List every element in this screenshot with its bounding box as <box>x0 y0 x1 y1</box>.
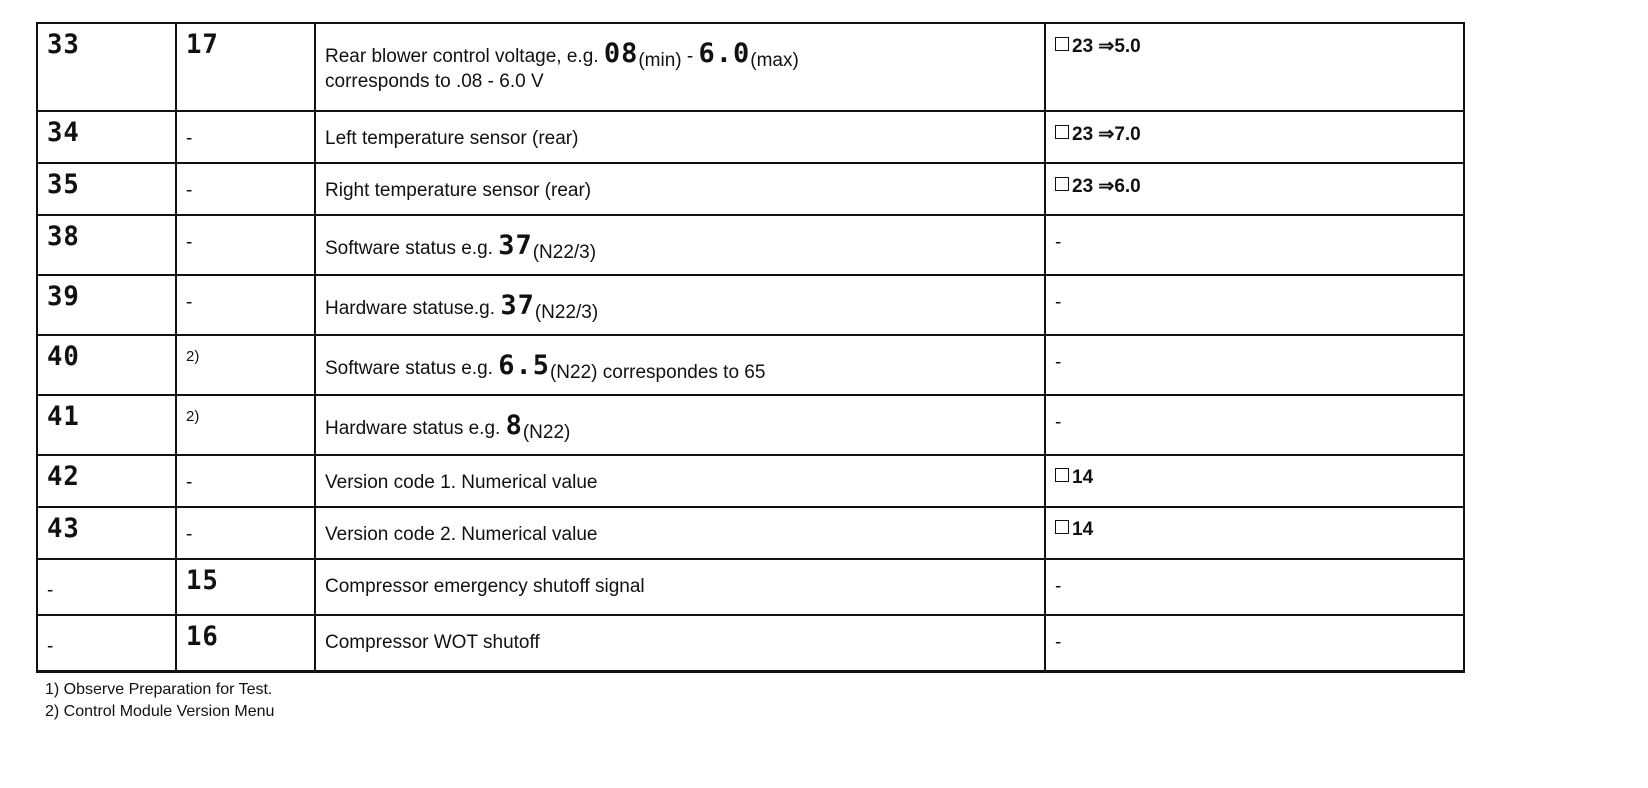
segment-value: 08 <box>603 38 639 69</box>
display-code: 42 <box>47 461 80 492</box>
description-cell <box>315 23 1045 111</box>
reference: - <box>1055 292 1062 313</box>
reference: - <box>1055 232 1062 253</box>
aux-code: - <box>186 472 193 493</box>
aux-code: - <box>186 180 193 201</box>
aux-code-cell <box>176 335 315 395</box>
display-code-cell <box>37 335 176 395</box>
aux-code-cell <box>176 559 315 615</box>
aux-code: 15 <box>186 565 219 596</box>
reference-cell <box>1045 215 1464 275</box>
aux-code-cell <box>176 23 315 111</box>
reference <box>1055 514 1093 541</box>
display-code: 41 <box>47 401 80 432</box>
reference-text: 14 <box>1072 467 1094 488</box>
description-cell <box>315 615 1045 671</box>
description-cell <box>315 395 1045 455</box>
segment-value: 6.5 <box>498 350 550 381</box>
description <box>325 30 799 94</box>
reference-cell <box>1045 455 1464 507</box>
display-code-cell <box>37 23 176 111</box>
display-code: 40 <box>47 341 80 372</box>
aux-code-cell <box>176 275 315 335</box>
segment-value: 8 <box>505 410 523 441</box>
diagnostic-table <box>36 22 1465 673</box>
reference-cell <box>1045 507 1464 559</box>
description <box>325 342 765 381</box>
table-row <box>37 163 1464 215</box>
description: Compressor WOT shutoff <box>325 632 540 653</box>
description-suffix: (max) <box>750 50 799 71</box>
reference-cell <box>1045 111 1464 163</box>
display-code: 38 <box>47 221 80 252</box>
description-text: Software status e.g. <box>325 358 499 379</box>
table-row <box>37 559 1464 615</box>
aux-code-cell <box>176 455 315 507</box>
reference <box>1055 462 1093 489</box>
reference-box-icon <box>1055 125 1069 139</box>
reference: - <box>1055 576 1062 597</box>
reference: - <box>1055 632 1062 653</box>
table-row <box>37 395 1464 455</box>
display-code-cell <box>37 275 176 335</box>
reference-box-icon <box>1055 37 1069 51</box>
reference-text: 23 ⇒7.0 <box>1072 124 1141 145</box>
display-code: 34 <box>47 117 80 148</box>
display-code-cell <box>37 395 176 455</box>
display-code: - <box>47 580 54 601</box>
table-row <box>37 507 1464 559</box>
description-text: Hardware status e.g. <box>325 418 506 439</box>
description-suffix: (N22) <box>522 422 571 443</box>
display-code-cell <box>37 615 176 671</box>
display-code: 35 <box>47 169 80 200</box>
description <box>325 282 598 321</box>
footnotes <box>45 679 274 723</box>
description: Compressor emergency shutoff signal <box>325 576 645 597</box>
aux-code: 17 <box>186 29 219 60</box>
description-cell <box>315 111 1045 163</box>
reference-cell <box>1045 23 1464 111</box>
reference: - <box>1055 352 1062 373</box>
aux-code: 2) <box>186 348 200 365</box>
description <box>325 402 570 441</box>
reference <box>1055 30 1141 58</box>
aux-code-cell <box>176 111 315 163</box>
display-code-cell <box>37 455 176 507</box>
description <box>325 222 596 261</box>
display-code: 33 <box>47 29 80 60</box>
table-row <box>37 215 1464 275</box>
reference-text: 14 <box>1072 519 1094 540</box>
table-row <box>37 23 1464 111</box>
table-row <box>37 275 1464 335</box>
description-text: Software status e.g. <box>325 238 499 259</box>
reference-cell <box>1045 275 1464 335</box>
reference-text: 23 ⇒6.0 <box>1072 176 1141 197</box>
display-code-cell <box>37 111 176 163</box>
segment-value: 6.0 <box>698 38 751 69</box>
segment-value: 37 <box>498 230 533 261</box>
description-suffix: (N22/3) <box>534 302 599 323</box>
description-text: corresponds to .08 - 6.0 V <box>325 71 544 92</box>
table-row <box>37 335 1464 395</box>
reference-text: 23 ⇒5.0 <box>1072 36 1141 57</box>
display-code: 39 <box>47 281 80 312</box>
table-row <box>37 111 1464 163</box>
aux-code: - <box>186 524 193 545</box>
aux-code-cell <box>176 215 315 275</box>
display-code-cell <box>37 507 176 559</box>
description-cell <box>315 335 1045 395</box>
reference-box-icon <box>1055 520 1069 534</box>
description-text: Hardware statuse.g. <box>325 298 501 319</box>
description-cell <box>315 559 1045 615</box>
description-separator: - <box>681 46 699 67</box>
description-suffix: (min) <box>638 50 682 71</box>
display-code-cell <box>37 559 176 615</box>
aux-code: 16 <box>186 621 219 652</box>
description: Right temperature sensor (rear) <box>325 180 592 201</box>
display-code-cell <box>37 163 176 215</box>
aux-code: - <box>186 128 193 149</box>
segment-value: 37 <box>500 290 535 321</box>
aux-code-cell <box>176 395 315 455</box>
reference: - <box>1055 412 1062 433</box>
reference <box>1055 170 1141 198</box>
aux-code: - <box>186 232 193 253</box>
description: Left temperature sensor (rear) <box>325 128 579 149</box>
footnote: 1) Observe Preparation for Test. <box>45 681 273 698</box>
display-code: 43 <box>47 513 80 544</box>
reference-cell <box>1045 335 1464 395</box>
aux-code-cell <box>176 507 315 559</box>
reference <box>1055 118 1141 146</box>
reference-cell <box>1045 615 1464 671</box>
description-suffix: (N22/3) <box>532 242 597 263</box>
aux-code-cell <box>176 615 315 671</box>
table-row <box>37 455 1464 507</box>
display-code: - <box>47 636 54 657</box>
description-text: Rear blower control voltage, e.g. <box>325 46 604 67</box>
display-code-cell <box>37 215 176 275</box>
description-cell <box>315 163 1045 215</box>
description-cell <box>315 455 1045 507</box>
aux-code: 2) <box>186 408 200 425</box>
description-suffix: (N22) correspondes to 65 <box>549 362 766 383</box>
reference-cell <box>1045 395 1464 455</box>
description-cell <box>315 215 1045 275</box>
table-row <box>37 615 1464 671</box>
footnote: 2) Control Module Version Menu <box>45 703 275 720</box>
reference-cell <box>1045 163 1464 215</box>
reference-cell <box>1045 559 1464 615</box>
description-cell <box>315 507 1045 559</box>
aux-code: - <box>186 292 193 313</box>
aux-code-cell <box>176 163 315 215</box>
reference-box-icon <box>1055 468 1069 482</box>
description: Version code 1. Numerical value <box>325 472 598 493</box>
reference-box-icon <box>1055 177 1069 191</box>
description-cell <box>315 275 1045 335</box>
description: Version code 2. Numerical value <box>325 524 598 545</box>
